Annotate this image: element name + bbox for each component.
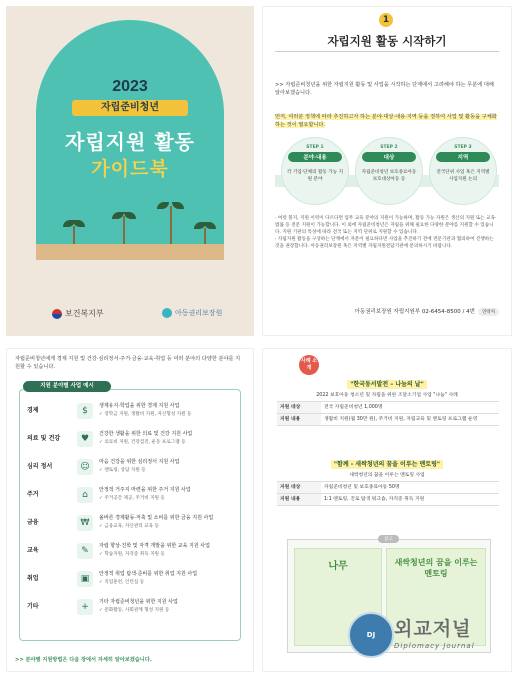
agency-logo-text: 아동권리보장원 [175,309,223,317]
soil-strip [36,244,224,260]
step-caption: 대상 [362,152,416,162]
step-label: STEP 1 [306,145,324,150]
cover-title-line2: 가이드북 [91,158,169,180]
case2-heading-text: "함께 - 새싹청년의 꿈을 이루는 멘토링" [331,460,443,469]
seal-icon: DJ [348,612,394,658]
notes-text: · 여럿 볼지, 지원 이력이 다르다면 업무 교육 분야의 지원이 가능하며, 활동 가능 자원은 생산의 지원 또는 교육·법률 등 전문 지원이 가능합니다. 이 외에 자립준비청년은 자립을 위해 필요한 다양한 분야를 지원할 수 있습니다. 지원 기관의 특성에 따라 전국 또는 지역 단위로 지원할 수 있습니다. · 자립지원 활동을 구상하는 단계에서 자문이 필요하다면 사업을 추진하기 전에 전문기관과 협의하여 진행하는 것을 권장합니다. 아동권리보장원 혹은 지역별 자립지원전담기관에 문의하시기 바랍니다. [275,216,497,249]
table-value: 자립준비청년 및 보호종료아동 50명 [321,482,499,494]
ministry-logo-text: 보건복지부 [65,309,104,318]
home-icon: ⌂ [77,487,93,503]
area-main: 올바른 경제활동·저축 및 소비를 위한 금융 지원 사업 [99,515,214,521]
area-label: 주거 [27,491,39,498]
table-value: 1:1 멘토링, 진로 탐색 워크숍, 자격증 취득 지원 [321,494,499,506]
area-main: 건강한 생활을 위한 의료 및 건강 지원 사업 [99,431,193,437]
case1-heading [263,379,511,388]
step-caption: 지역 [436,152,490,162]
area-label: 취업 [27,575,39,582]
poster-title: 나무 [328,561,348,572]
area-label: 경제 [27,407,39,414]
reference-tag: 참고 [378,535,399,543]
area-label: 교육 [27,547,39,554]
taegeuk-icon [52,309,62,319]
area-label: 의료 및 건강 [27,435,61,442]
area-label: 심리 정서 [27,463,53,470]
note-text: 먼저, 여러분 정책에 따라 추진하고자 하는 분야·대상·내용·지역 등을 정하여 사업 및 활동을 구체화하는 것이 필요합니다. [275,114,497,128]
agency-logo-icon [162,308,172,318]
section-title: 자립지원 활동 시작하기 [327,34,447,48]
coin-icon: ₩ [77,515,93,531]
contact-text: 아동권리보장원 자립지원부 02-6454-8500 / 4번 [354,309,475,315]
area-main: 기타 자립준비청년을 위한 지원 사업 [99,599,178,605]
case1-sub: 2022 보호아동 청소년 및 자립을 위한 조달소기업 사업 "나눔" 사례 [316,393,458,398]
step-circle-2 [355,137,423,205]
area-row [27,541,237,563]
case2-heading [263,459,511,468]
table-key: 지원 내용 [277,414,321,426]
step-label: STEP 3 [454,145,472,150]
plus-icon: + [77,599,93,615]
cover-year: 2023 [112,78,148,95]
area-sub: ✓ 의료비 지원, 건강검진, 운동 프로그램 등 [99,439,186,445]
area-row [27,485,237,507]
table-value: 생활비 지원(월 30만 원), 주거비 지원, 자립교육 및 멘토링 프로그램 운영 [321,414,499,426]
cover-arch [36,20,224,260]
ministry-logo [52,308,104,319]
sprout-icon [196,218,214,244]
area-row [27,597,237,619]
area-sub: ✓ 장학금 지원, 생활비 지원, 자산형성 지원 등 [99,411,191,417]
step-description: 각 기업·단체의 활동 가능 지원 분야 [286,170,344,182]
case1-table [277,401,499,426]
area-sub: ✓ 문화활동, 사회관계 형성 지원 등 [99,607,169,613]
watermark-title: 외교저널 [394,618,472,640]
table-value: 전국 자립준비청년 1,000명 [321,402,499,414]
step-circle-1 [281,137,349,205]
areas-footer [15,656,152,663]
area-label: 기타 [27,603,39,610]
area-row [27,457,237,479]
title-divider [275,51,499,52]
areas-tag: 지원 분야별 사업 예시 [23,381,111,392]
table-row [277,414,499,426]
watermark-subtitle: Diplomacy Journal [394,642,475,650]
area-row [27,569,237,591]
intro-text: >> 자립준비청년을 위한 자립지원 활동 및 사업을 시작하는 단계에서 고려해야 하는 무분에 대해 알아보겠습니다. [275,82,494,96]
cover-page [6,6,254,336]
sprout-icon [114,206,134,244]
area-main: 자립 향상·진학 및 자격 개발을 위한 교육 지원 사업 [99,543,210,549]
table-key: 지원 대상 [277,402,321,414]
poster-title: 새싹청년의 꿈을 이루는 멘토링 [394,558,478,578]
contact-pill: 연락처 [478,308,499,316]
case2-sub: 새싹청년의 꿈을 이루는 멘토링 사업 [349,473,425,478]
table-row [277,494,499,506]
case2-table [277,481,499,506]
agency-logo [162,308,222,318]
cover-ribbon: 자립준비청년 [72,100,188,116]
case-badge: 사례 소개 [299,355,319,375]
area-main: 안정적 거주지 마련을 위한 주거 지원 사업 [99,487,191,493]
sprout-icon [64,216,84,244]
case1-heading-text: "한국동서발전 – 나눔의 날" [347,380,426,389]
area-row [27,401,237,423]
step-description: 자립준비청년 보호종료아동 보호대상아동 등 [361,170,417,182]
step-description: 전국단위 사업 혹은 지역별 사업지원 논의 [436,170,490,182]
chat-icon: ☺ [77,459,93,475]
area-row [27,429,237,451]
cover-logos [6,306,254,326]
area-main: 안정적 취업 탐색·준비를 위한 취업 지원 사업 [99,571,198,577]
area-sub: ✓ 주거공간 제공, 주거비 지원 등 [99,495,165,501]
table-key: 지원 대상 [277,482,321,494]
step-circle-3 [429,137,497,205]
areas-footer-text: >> 분야별 지원방법은 다음 장에서 자세히 알아보겠습니다. [15,657,152,663]
book-icon: ✎ [77,543,93,559]
step-caption: 분야·내용 [288,152,342,162]
areas-intro: 자립준비청년에게 경제 지원 및 건강·심리정서·주거·금융·교육·취업 등 여러 분야의 다양한 분야를 지원할 수 있습니다. [15,356,241,370]
briefcase-icon: ▣ [77,571,93,587]
area-label: 금융 [27,519,39,526]
area-sub: ✓ 직업훈련, 인턴십 등 [99,579,144,585]
area-sub: ✓ 학습지원, 자격증 취득 지원 등 [99,551,165,557]
watermark [348,612,518,672]
table-key: 지원 내용 [277,494,321,506]
area-sub: ✓ 멘토링, 상담 지원 등 [99,467,146,473]
support-areas-page [6,348,254,672]
area-sub: ✓ 금융교육, 자산관리 교육 등 [99,523,159,529]
contact-footer [343,307,499,316]
area-main: 마음 건강을 위한 심리정서 지원 사업 [99,459,180,465]
step-label: STEP 2 [380,145,398,150]
money-icon: $ [77,403,93,419]
table-row [277,402,499,414]
sprout-icon [160,196,182,244]
area-row [27,513,237,535]
intro-page [262,6,512,336]
table-row [277,482,499,494]
area-main: 생계유지·학업을 위한 경제 지원 사업 [99,403,180,409]
heart-icon: ♥ [77,431,93,447]
cover-title-line1: 자립지원 활동 [65,130,195,154]
section-number-badge: 1 [379,13,393,27]
